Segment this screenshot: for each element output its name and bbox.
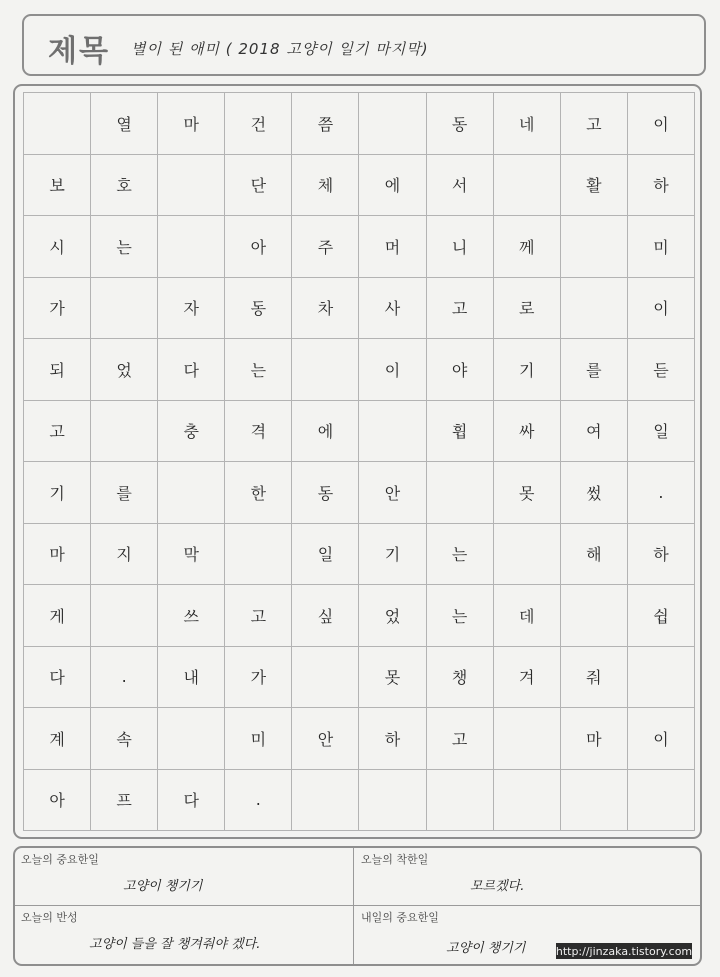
grid-cell: 고: [24, 401, 91, 463]
grid-cell: 일: [628, 401, 695, 463]
grid-cell: 휩: [427, 401, 494, 463]
grid-cell: 다: [24, 647, 91, 709]
grid-cell: 해: [561, 524, 628, 586]
grid-cell: 되: [24, 339, 91, 401]
grid-cell: 아: [24, 770, 91, 832]
grid-cell: [225, 524, 292, 586]
manuscript-grid-box: [13, 84, 702, 839]
grid-cell: 에: [359, 155, 426, 217]
grid-cell: [359, 93, 426, 155]
title-label: 제목: [48, 34, 110, 69]
grid-cell: 안: [292, 708, 359, 770]
grid-cell: .: [91, 647, 158, 709]
grid-cell: 시: [24, 216, 91, 278]
grid-cell: 동: [427, 93, 494, 155]
grid-cell: 께: [494, 216, 561, 278]
grid-cell: 서: [427, 155, 494, 217]
grid-cell: 동: [292, 462, 359, 524]
grid-cell: [561, 278, 628, 340]
grid-cell: [494, 155, 561, 217]
grid-cell: 막: [158, 524, 225, 586]
grid-cell: 썼: [561, 462, 628, 524]
grid-cell: 는: [225, 339, 292, 401]
grid-cell: 이: [628, 708, 695, 770]
grid-cell: 쓰: [158, 585, 225, 647]
grid-cell: 못: [359, 647, 426, 709]
grid-cell: [359, 401, 426, 463]
grid-cell: 마: [561, 708, 628, 770]
grid-cell: 자: [158, 278, 225, 340]
grid-cell: [91, 401, 158, 463]
grid-cell: 었: [359, 585, 426, 647]
grid-cell: 일: [292, 524, 359, 586]
grid-cell: [91, 278, 158, 340]
grid-cell: 보: [24, 155, 91, 217]
good-deed-label: 오늘의 착한일: [361, 853, 429, 866]
manuscript-grid: [23, 92, 695, 831]
grid-cell: [292, 770, 359, 832]
watermark-url: http://jinzaka.tistory.com: [555, 944, 693, 958]
grid-cell: 여: [561, 401, 628, 463]
grid-cell: 가: [225, 647, 292, 709]
grid-cell: 격: [225, 401, 292, 463]
grid-cell: [561, 216, 628, 278]
grid-cell: [494, 708, 561, 770]
grid-cell: [427, 462, 494, 524]
grid-cell: 사: [359, 278, 426, 340]
grid-cell: 하: [628, 524, 695, 586]
grid-cell: 기: [494, 339, 561, 401]
grid-cell: 쯤: [292, 93, 359, 155]
grid-cell: 동: [225, 278, 292, 340]
grid-cell: [158, 708, 225, 770]
grid-cell: 싶: [292, 585, 359, 647]
grid-cell: 네: [494, 93, 561, 155]
important-tomorrow-value: 고양이 챙기기: [446, 941, 526, 956]
grid-cell: 듣: [628, 339, 695, 401]
grid-cell: [292, 339, 359, 401]
grid-cell: 마: [158, 93, 225, 155]
important-tomorrow-label: 내일의 중요한일: [361, 911, 439, 924]
grid-cell: 미: [628, 216, 695, 278]
grid-cell: 하: [628, 155, 695, 217]
grid-cell: 기: [359, 524, 426, 586]
grid-cell: 아: [225, 216, 292, 278]
grid-cell: [427, 770, 494, 832]
grid-cell: 마: [24, 524, 91, 586]
grid-cell: 열: [91, 93, 158, 155]
grid-cell: .: [628, 462, 695, 524]
grid-cell: [628, 647, 695, 709]
grid-cell: 호: [91, 155, 158, 217]
important-today-label: 오늘의 중요한일: [21, 853, 99, 866]
grid-cell: 겨: [494, 647, 561, 709]
grid-cell: 충: [158, 401, 225, 463]
grid-cell: 었: [91, 339, 158, 401]
grid-cell: [158, 155, 225, 217]
grid-cell: .: [225, 770, 292, 832]
grid-cell: 고: [561, 93, 628, 155]
grid-cell: 를: [561, 339, 628, 401]
grid-cell: 체: [292, 155, 359, 217]
title-box: [22, 14, 706, 76]
grid-cell: 쉽: [628, 585, 695, 647]
reflection-value: 고양이 들을 잘 챙겨줘야 겠다.: [89, 937, 261, 952]
grid-cell: 데: [494, 585, 561, 647]
grid-cell: 야: [427, 339, 494, 401]
grid-cell: 고: [225, 585, 292, 647]
grid-cell: 차: [292, 278, 359, 340]
grid-cell: 계: [24, 708, 91, 770]
grid-cell: [561, 770, 628, 832]
grid-cell: 다: [158, 339, 225, 401]
grid-cell: [494, 524, 561, 586]
grid-cell: 고: [427, 708, 494, 770]
vertical-divider: [353, 848, 354, 964]
grid-cell: [158, 462, 225, 524]
grid-cell: 안: [359, 462, 426, 524]
grid-cell: 게: [24, 585, 91, 647]
grid-cell: 는: [427, 524, 494, 586]
important-today-value: 고양이 챙기기: [123, 879, 203, 894]
grid-cell: 싸: [494, 401, 561, 463]
grid-cell: 건: [225, 93, 292, 155]
grid-cell: [91, 585, 158, 647]
grid-cell: 속: [91, 708, 158, 770]
grid-cell: 주: [292, 216, 359, 278]
grid-cell: [158, 216, 225, 278]
grid-cell: 내: [158, 647, 225, 709]
grid-cell: [561, 585, 628, 647]
grid-cell: 는: [427, 585, 494, 647]
grid-cell: 하: [359, 708, 426, 770]
good-deed-value: 모르겠다.: [470, 879, 525, 894]
grid-cell: [359, 770, 426, 832]
grid-cell: 고: [427, 278, 494, 340]
grid-cell: [292, 647, 359, 709]
grid-cell: 다: [158, 770, 225, 832]
grid-cell: [494, 770, 561, 832]
grid-cell: 한: [225, 462, 292, 524]
grid-cell: 기: [24, 462, 91, 524]
grid-cell: 가: [24, 278, 91, 340]
grid-cell: 니: [427, 216, 494, 278]
grid-cell: 미: [225, 708, 292, 770]
grid-cell: 줘: [561, 647, 628, 709]
grid-cell: 단: [225, 155, 292, 217]
grid-cell: 이: [628, 93, 695, 155]
grid-cell: [24, 93, 91, 155]
grid-cell: 이: [628, 278, 695, 340]
grid-cell: 머: [359, 216, 426, 278]
grid-cell: [628, 770, 695, 832]
grid-cell: 를: [91, 462, 158, 524]
grid-cell: 챙: [427, 647, 494, 709]
grid-cell: 에: [292, 401, 359, 463]
grid-cell: 는: [91, 216, 158, 278]
grid-cell: 못: [494, 462, 561, 524]
horizontal-divider: [15, 905, 700, 906]
reflection-label: 오늘의 반성: [21, 911, 78, 924]
grid-cell: 프: [91, 770, 158, 832]
title-text: 별이 된 애미 ( 2018 고양이 일기 마지막): [131, 40, 429, 58]
grid-cell: 로: [494, 278, 561, 340]
grid-cell: 활: [561, 155, 628, 217]
grid-cell: 지: [91, 524, 158, 586]
grid-cell: 이: [359, 339, 426, 401]
